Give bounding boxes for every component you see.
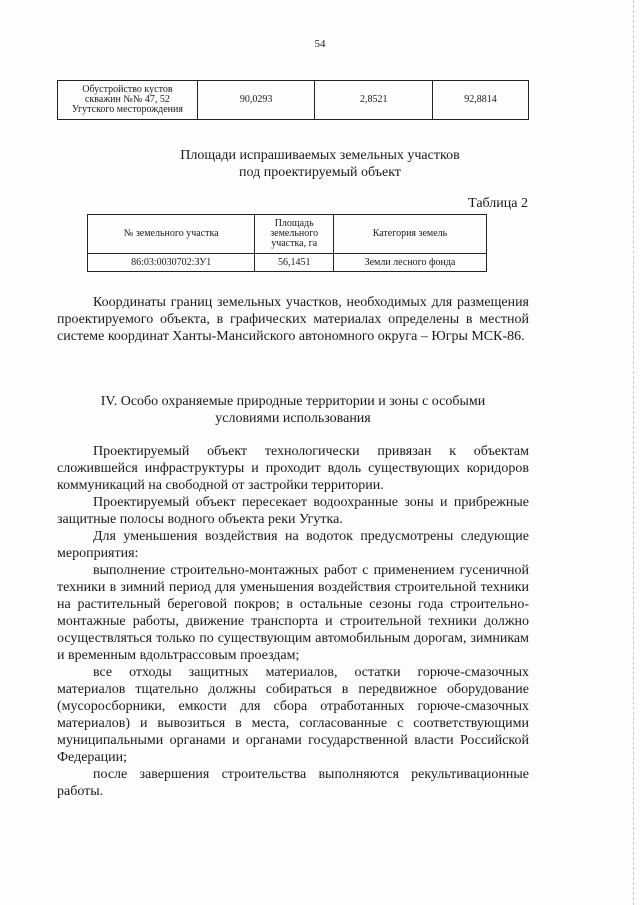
paragraph-text: Координаты границ земельных участков, необходимых для размещения проектируемого объекта, в графических материалах определены в местной системе координат Ханты-Мансийского автономного округа – Югры МСК-86.: [57, 295, 529, 344]
area-total-cell: 92,8814: [432, 81, 528, 120]
header-area-line: земельного: [270, 228, 319, 239]
area-value-cell: 90,0293: [197, 81, 315, 120]
page-number: 54: [314, 38, 326, 50]
areas-summary-table: [57, 80, 529, 120]
paragraph-text: после завершения строительства выполняются рекультивационные работы.: [57, 767, 529, 799]
paragraph-text: все отходы защитных материалов, остатки горюче-смазочных материалов тщательно должны собираться в передвижное оборудование (мусоросборники, емкости для сбора отработанных горюче-смазочных материалов) и вывозиться в места, согласованные с соответствующими муниципальными органами и органами государственной власти Российской Федерации;: [57, 665, 529, 765]
paragraph-text: Проектируемый объект пересекает водоохранные зоны и прибрежные защитные полосы водного объекта реки Угутка.: [57, 495, 529, 527]
section-4-body: [57, 443, 529, 800]
section-title: [0, 147, 640, 181]
table-label: Таблица 2: [468, 196, 528, 211]
paragraph-text: Проектируемый объект технологически привязан к объектам сложившейся инфраструктуры и проходит вдоль существующих коридоров коммуникаций на свободной от застройки территории.: [57, 444, 529, 493]
object-name-cell: [58, 81, 198, 120]
object-name-line: Угутского месторождения: [71, 104, 183, 115]
object-name-line: Обустройство кустов: [82, 84, 173, 95]
scan-edge-divider: [631, 0, 634, 905]
object-name-line: скважин №№ 47, 52: [84, 94, 170, 105]
paragraph-text: выполнение строительно-монтажных работ с применением гусеничной техники в зимний период для уменьшения воздействия строительной техники на растительный береговой покров; в остальные сезоны года строительно-монтажные работы, движение транспорта и строительной техники должно осуществляться только по существующим автомобильным дорогам, зимникам и временным вдольтрассовым проездам;: [57, 563, 529, 663]
parcel-number-cell: 86:03:0030702:ЗУ1: [88, 254, 255, 272]
area-value-cell: 2,8521: [315, 81, 433, 120]
paragraph-text: Для уменьшения воздействия на водоток предусмотрены следующие мероприятия:: [57, 529, 529, 561]
section-title-line: Площади испрашиваемых земельных участков: [180, 148, 460, 163]
section-title-line: под проектируемый объект: [239, 165, 401, 180]
header-area: [255, 215, 333, 254]
table-row: [58, 81, 529, 120]
header-area-line: Площадь: [274, 218, 314, 229]
land-parcels-table: [87, 214, 487, 272]
heading-line: условиями использования: [215, 411, 371, 426]
table-row: [88, 254, 487, 272]
land-category-cell: Земли лесного фонда: [333, 254, 486, 272]
coordinates-paragraph: [57, 294, 529, 345]
heading-line: IV. Особо охраняемые природные территории и зоны с особыми: [100, 394, 486, 409]
header-land-category: Категория земель: [333, 215, 486, 254]
header-parcel-number: № земельного участка: [88, 215, 255, 254]
parcel-area-cell: 56,1451: [255, 254, 333, 272]
header-area-line: участка, га: [271, 238, 318, 249]
section-4-heading: [57, 393, 529, 427]
table-header-row: [88, 215, 487, 254]
